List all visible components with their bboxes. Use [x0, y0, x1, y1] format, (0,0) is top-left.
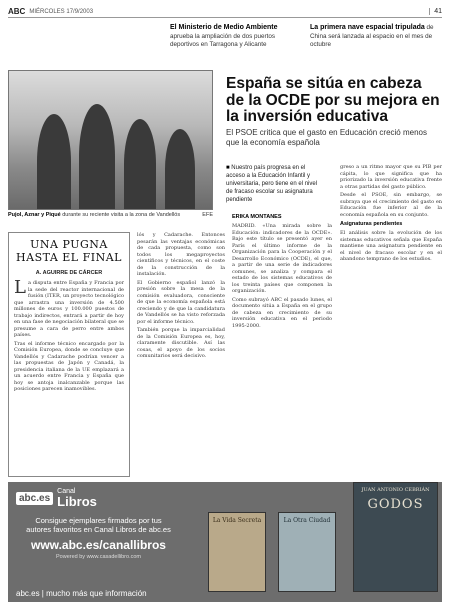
- abc-logo-icon: abc.es: [16, 492, 53, 505]
- photo-credit: EFE: [202, 212, 213, 218]
- highlight-item: ■ Nuestro país progresa en el acceso a la Educación Infantil y universitaria, pero tiene en el nivel de fracaso escolar su asignatura pendiente: [226, 165, 318, 204]
- ad-powered-by: Powered by www.casadellibro.com: [56, 553, 141, 560]
- opinion-body: La disputa entre España y Francia por la sede del reactor internacional de fusión (ITER, un proyecto tecnológico que arrastra una inversión de 4.500 millones de euros y 100.000 puestos de trabajo indirectos, entrará a partir de hoy en una fase de negociación bilateral que se presume a cara de perro entre ambos países. Tras el informe técnico encargado por la Comisión Europea, donde se concluye que Vandellós y Cadarache podrían vencer a las propuestas de Japón y Canadá, la presidencia italiana de la UE emplazará a un acuerdo entre Francia y España que hoy se antoja inalcanzable porque las posiciones parecen inamovibles.: [14, 280, 124, 393]
- book-cover[interactable]: La Otra Ciudad: [278, 512, 336, 592]
- book-cover[interactable]: La Vida Secreta: [208, 512, 266, 592]
- photo-caption: [8, 212, 213, 218]
- photo-figure: [79, 104, 115, 209]
- photo-figure: [124, 119, 156, 209]
- opinion-box: [8, 232, 130, 477]
- canal-libros-ad[interactable]: [8, 482, 442, 602]
- book-cover[interactable]: JUAN ANTONIO CEBRIÁN GODOS: [353, 482, 438, 592]
- caption-text: durante su reciente visita a la zona de Vandellós: [62, 212, 181, 218]
- article-column-4: greso a un ritmo mayor que su PIB per cápita, lo que significa que ha priorizado la inversión educativa frente a otras partidas del gasto público. Desde el PSOE, sin embargo, se subraya que el crecimiento del gasto en Educación fue inferior al de la economía española en su conjunto. Asignaturas pendientes El análisis sobre la evolución de los sistemas educativos señala que España mantiene una asignatura pendiente en el nivel de fracaso escolar y en el abandono temprano de los estudios.: [340, 164, 442, 263]
- top-briefs: [170, 24, 442, 62]
- ad-url-link[interactable]: www.abc.es/canallibros: [31, 537, 166, 552]
- page-number: 41: [429, 8, 442, 15]
- bullet-icon: ■: [226, 165, 232, 171]
- brief-text: aprueba la ampliación de dos puertos deportivos en Tarragona y Alicante: [170, 32, 276, 48]
- dropcap: L: [14, 280, 26, 299]
- ad-footer-tagline: abc.es | mucho más que información: [16, 589, 147, 598]
- brief-china: [310, 24, 442, 62]
- article-column-2: lós y Cadarache. Entonces pesarán las ventajas económicas de cada propuesta, como son todos los megaproyectos científicos y técnicos, en el coste de la construcción de la instalación. El Gobierno español lanzó la presión sobre la mesa de la comisión evaluadora, consciente de que la economía española está creciendo y de que la candidatura de Vandellós se ha visto reforzada por el informe técnico. También porque la imparcialidad de la Comisión Europea es, hoy, claramente discutible. Así las cosas, el apoyo de los socios comunitarios será decisivo.: [137, 232, 225, 359]
- article-column-3: ERIKA MONTAÑÉS MADRID. «Una mirada sobre la Educación: indicadores de la OCDE». Bajo este título se presentó ayer en París el último informe de la Organización para la Cooperación y el Desarrollo Económico (OCDE), el que, a partir de una serie de indicadores comunes, se analiza y compara el estado de los sistemas educativos de los treinta países que componen la organización. Como subrayó ABC el pasado lunes, el documento sitúa a España en el grupo de cabeza en crecimiento de su inversión educativa en el periodo 1995-2000.: [232, 214, 332, 329]
- article-subhead: El PSOE critica que el gasto en Educación creció menos que la economía española: [226, 128, 427, 148]
- photo-figure: [37, 114, 71, 209]
- news-photo: [8, 70, 213, 210]
- photo-figure: [165, 129, 195, 209]
- opinion-author: A. AGUIRRE DE CÁRCER: [35, 270, 103, 277]
- canal-libros-label: Canal Libros: [57, 488, 97, 509]
- brief-title: El Ministerio de Medio Ambiente: [170, 24, 278, 31]
- page-header: [8, 6, 442, 18]
- article-headline: España se sitúa en cabeza de la OCDE por su mejora en la inversión educativa: [226, 75, 440, 126]
- brief-environment: [170, 24, 302, 62]
- brief-title: La primera nave espacial tripulada: [310, 24, 425, 31]
- ad-logo: [16, 488, 97, 508]
- opinion-title: UNA PUGNA HASTA EL FINAL: [16, 238, 122, 264]
- caption-names: Pujol, Aznar y Piqué: [8, 212, 61, 218]
- article-byline: ERIKA MONTAÑÉS: [232, 214, 282, 220]
- article-highlights: [226, 164, 322, 207]
- issue-date: MIÉRCOLES 17/9/2003: [29, 8, 94, 15]
- ad-copy: Consigue ejemplares firmados por tus autores favoritos en Canal Libros de abc.es www.abc.es/canallibros Powered by www.casadellibro.com: [16, 516, 181, 560]
- brief-text: de China será lanzada al espacio en el mes de octubre: [310, 24, 434, 48]
- masthead-brand: ABC: [8, 7, 26, 16]
- section-subheading: Asignaturas pendientes: [340, 221, 403, 227]
